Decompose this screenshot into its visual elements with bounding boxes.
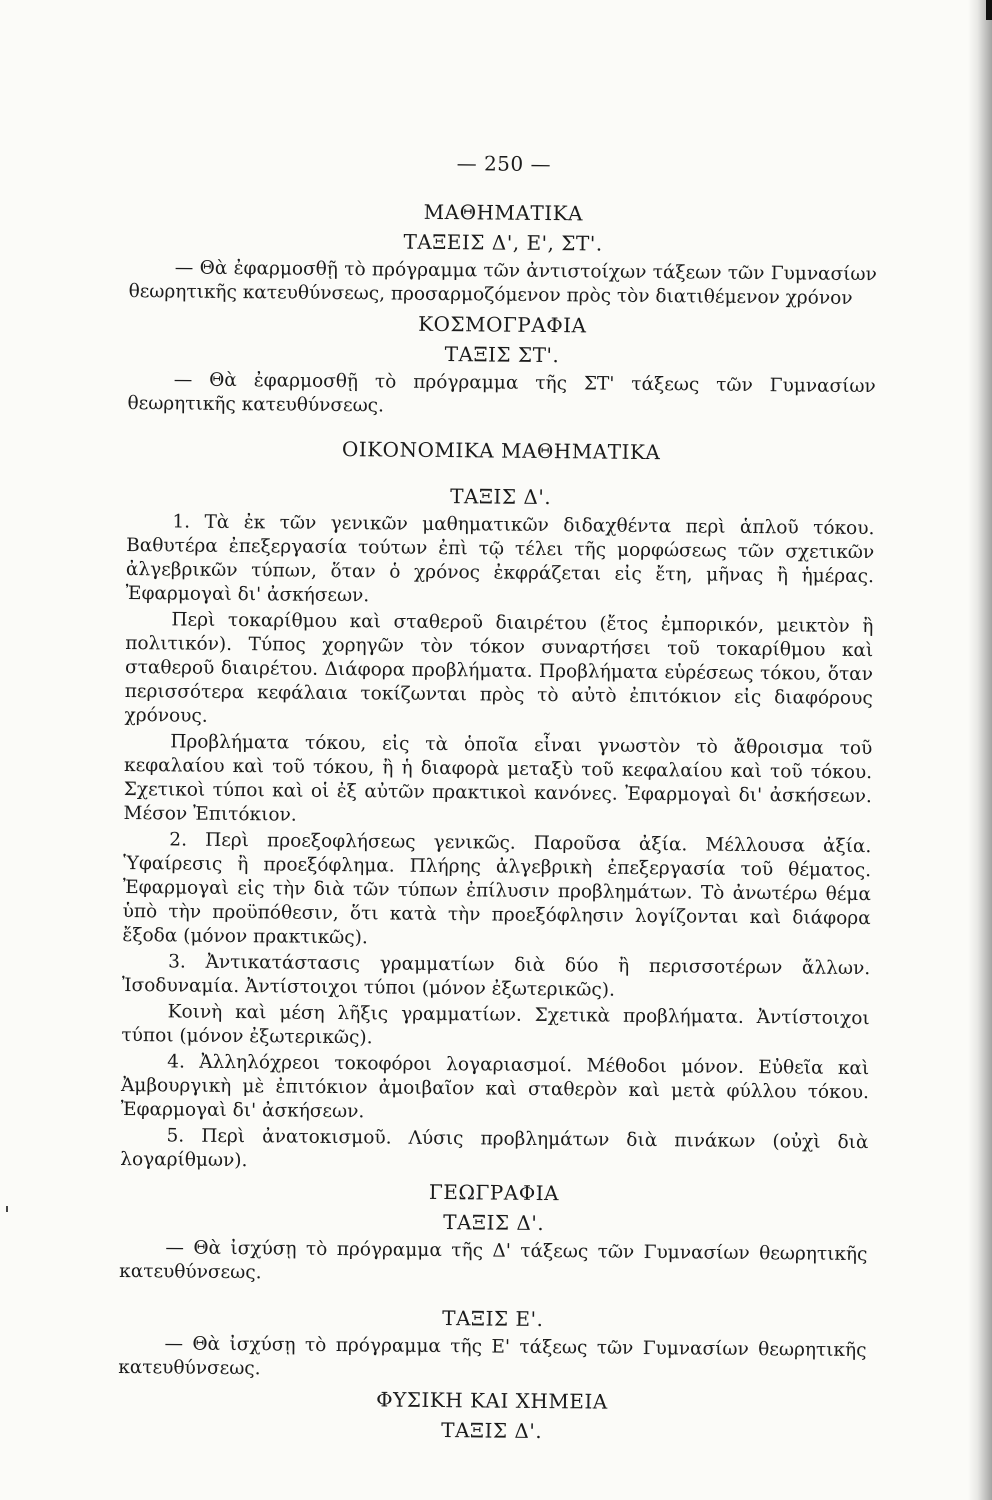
class-line: ΤΑΞΕΙΣ Δ', Ε', ΣΤ'. xyxy=(403,229,603,256)
page-number: — 250 — xyxy=(456,151,552,177)
page-edge-shadow xyxy=(968,0,992,1500)
section-heading: ΜΑΘΗΜΑΤΙΚΑ xyxy=(423,199,584,226)
paragraph: — Θὰ ἰσχύσῃ τὸ πρόγραμμα τῆς Ε' τάξεως τῶν Γυμνασίων θεωρητικῆς κατευθύνσεως. xyxy=(118,1333,867,1380)
paragraph: — Θὰ ἐφαρμοσθῇ τὸ πρόγραμμα τῶν ἀντιστοίχων τάξεων τῶν Γυμνασίων θεωρητικῆς κατευθύνσεως, προσαρμοζόμενον πρὸς τὸν διατιθέμενον χρόνον xyxy=(128,257,877,309)
section-geography xyxy=(119,1174,868,1291)
paragraph: 4. Ἀλληλόχρεοι τοκοφόροι λογαριασμοί. Μέθοδοι μόνον. Εὐθεῖα καὶ Ἀμβουργικὴ μὲ ἐπιτόκιον ἀμοιβαῖον καὶ σταθερὸν καὶ μετὰ φύλλου τόκου. Ἐφαρμογαὶ δι' ἀσκήσεων. xyxy=(120,1051,870,1123)
section-mathematics xyxy=(129,194,878,311)
paragraph: 2. Περὶ προεξοφλήσεως γενικῶς. Παροῦσα ἀξία. Μέλλουσα ἀξία. Ὑφαίρεσις ἢ προεξόφλημα. Πλήρης ἀλγεβρικὴ ἐπεξεργασία τοῦ θέματος. Ἐφαρμογαὶ εἰς τὴν διὰ τῶν τύπων ἐπίλυσιν προβλημάτων. Τὸ ἀνωτέρω θέμα ὑπὸ τὴν προϋπόθεσιν, ὅτι κατὰ τὴν προεξόφλησιν λογίζονται καὶ διάφορα ἔξοδα (μόνον πρακτικῶς). xyxy=(122,829,872,949)
section-heading: ΓΕΩΓΡΑΦΙΑ xyxy=(428,1179,560,1206)
class-line: ΤΑΞΙΣ Δ'. xyxy=(443,1210,545,1236)
paragraph: 3. Ἀντικατάστασις γραμματίων διὰ δύο ἢ περισσοτέρων ἄλλων. Ἰσοδυναμία. Ἀντίστοιχοι τύποι (μόνον ἐξωτερικῶς). xyxy=(121,951,871,1001)
section-economic-mathematics xyxy=(120,432,875,1179)
paragraph: Προβλήματα τόκου, εἰς τὰ ὁποῖα εἶναι γνωστὸν τὸ ἄθροισμα τοῦ κεφαλαίου καὶ τοῦ τόκου, ἢ ἡ διαφορὰ μεταξὺ τοῦ κεφαλαίου καὶ τοῦ τόκου. Σχετικοὶ τύποι καὶ οἱ ἐξ αὐτῶν πρακτικοὶ κανόνες. Ἐφαρμογαὶ δι' ἀσκήσεων. Μέσον Ἐπιτόκιον. xyxy=(123,731,873,826)
class-line: ΤΑΞΙΣ Ε'. xyxy=(442,1306,544,1332)
section-geography-class-e xyxy=(118,1300,867,1387)
paragraph: 1. Τὰ ἐκ τῶν γενικῶν μαθηματικῶν διδαχθέντα περὶ ἁπλοῦ τόκου. Βαθυτέρα ἐπεξεργασία τούτων ἐπὶ τῷ τέλει τῆς μορφώσεως τῶν σχετικῶν ἀλγεβρικῶν τύπων, ὅταν ὁ χρόνος ἐκφράζεται εἰς ἔτη, μῆνας ἢ ἡμέρας. Ἐφαρμογαὶ δι' ἀσκήσεων. xyxy=(125,511,875,607)
paragraph: 5. Περὶ ἀνατοκισμοῦ. Λύσις προβλημάτων διὰ πινάκων (οὐχὶ διὰ λογαρίθμων). xyxy=(120,1125,869,1172)
paragraph: — Θὰ ἐφαρμοσθῇ τὸ πρόγραμμα τῆς ΣΤ' τάξεως τῶν Γυμνασίων θεωρητικῆς κατευθύνσεως. xyxy=(127,369,876,417)
class-line: ΤΑΞΙΣ Δ'. xyxy=(441,1418,543,1444)
page-corner-mark xyxy=(986,0,992,20)
paragraph: — Θὰ ἰσχύσῃ τὸ πρόγραμμα τῆς Δ' τάξεως τῶν Γυμνασίων θεωρητικῆς κατευθύνσεως. xyxy=(119,1237,868,1284)
section-physics-chemistry xyxy=(118,1382,867,1449)
document-page xyxy=(118,148,878,1449)
paragraph: Περὶ τοκαρίθμου καὶ σταθεροῦ διαιρέτου (ἔτος ἐμπορικόν, μεικτὸν ἢ πολιτικόν). Τύπος χορηγῶν τὸν τόκον συναρτήσει τοῦ τοκαρίθμου καὶ σταθεροῦ διαιρέτου. Διάφορα προβλήματα. Προβλήματα εὑρέσεως τόκου, ὅταν περισσότερα κεφάλαια τοκίζωνται πρὸς τὸ αὐτὸ ἐπιτόκιον εἰς διαφόρους χρόνους. xyxy=(124,609,874,727)
scan-speck xyxy=(6,1206,8,1212)
paragraph: Κοινὴ καὶ μέση λῆξις γραμματίων. Σχετικὰ προβλήματα. Ἀντίστοιχοι τύποι (μόνον ἐξωτερικῶς). xyxy=(121,1001,870,1049)
class-line: ΤΑΞΙΣ ΣΤ'. xyxy=(444,342,560,368)
section-cosmography xyxy=(127,306,876,423)
class-line: ΤΑΞΙΣ Δ'. xyxy=(450,484,552,510)
section-heading: ΚΟΣΜΟΓΡΑΦΙΑ xyxy=(418,311,587,338)
section-heading: ΦΥΣΙΚΗ ΚΑΙ ΧΗΜΕΙΑ xyxy=(376,1387,608,1414)
section-heading: ΟΙΚΟΝΟΜΙΚΑ ΜΑΘΗΜΑΤΙΚΑ xyxy=(341,437,661,465)
